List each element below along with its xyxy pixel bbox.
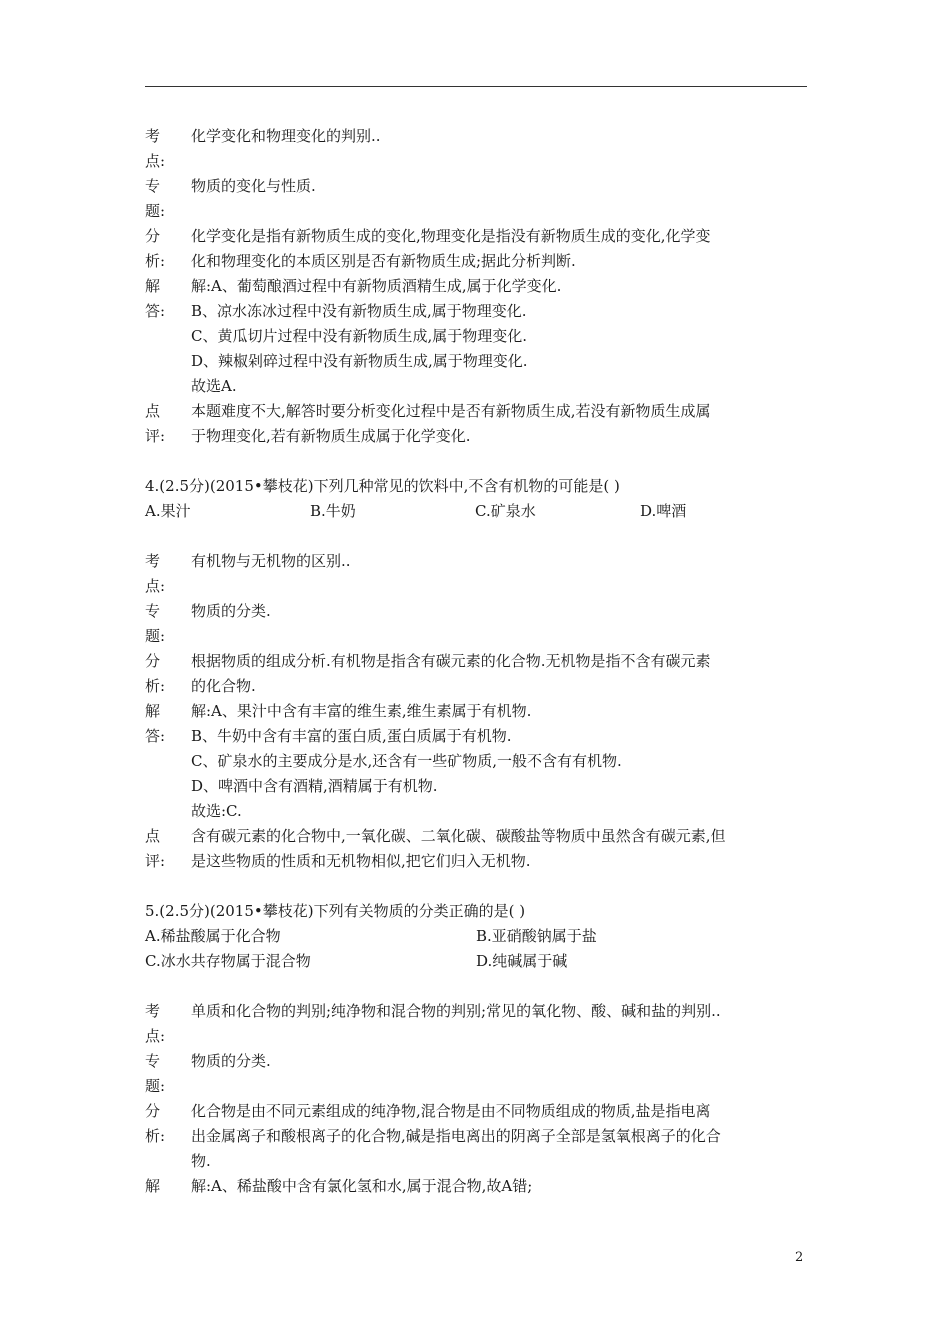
label: 解 — [145, 1177, 161, 1195]
label: 答: — [145, 727, 166, 745]
kaodian-row — [145, 124, 807, 149]
jieda-text: 解:A、果汁中含有丰富的维生素,维生素属于有机物. — [191, 702, 532, 720]
label: 分 — [145, 652, 161, 670]
label-row — [145, 1074, 807, 1099]
fenxi-row — [145, 224, 807, 249]
fenxi-text: 的化合物. — [191, 677, 256, 695]
zhuanti-text: 物质的分类. — [191, 602, 271, 620]
jieda-row — [145, 274, 807, 299]
fenxi-row — [145, 1099, 807, 1124]
option-c: C.冰水共存物属于混合物 — [145, 952, 311, 970]
dianping-row — [145, 849, 807, 874]
question-4-options — [145, 499, 807, 524]
jieda-text: 解:A、葡萄酿酒过程中有新物质酒精生成,属于化学变化. — [191, 277, 562, 295]
question-5-options-row1 — [145, 924, 807, 949]
jieda-row — [145, 699, 807, 724]
question-4-stem: 4.(2.5分)(2015•攀枝花)下列几种常见的饮料中,不含有机物的可能是( ) — [145, 477, 620, 495]
fenxi-text: 出金属离子和酸根离子的化合物,碱是指电离出的阴离子全部是氢氧根离子的化合 — [191, 1127, 721, 1145]
label: 评: — [145, 427, 166, 445]
label-row — [145, 149, 807, 174]
label: 考 — [145, 552, 161, 570]
label: 题: — [145, 627, 166, 645]
zhuanti-row — [145, 174, 807, 199]
question-5-options-row2 — [145, 949, 807, 974]
dianping-text: 于物理变化,若有新物质生成属于化学变化. — [191, 427, 471, 445]
page-body — [145, 124, 807, 1199]
fenxi-text: 化合物是由不同元素组成的纯净物,混合物是由不同物质组成的物质,盐是指电离 — [191, 1102, 711, 1120]
fenxi-text: 根据物质的组成分析.有机物是指含有碳元素的化合物.无机物是指不含有碳元素 — [191, 652, 711, 670]
label: 析: — [145, 677, 166, 695]
option-a: A.果汁 — [145, 502, 191, 520]
jieda-row — [145, 1174, 807, 1199]
jieda-text: D、啤酒中含有酒精,酒精属于有机物. — [191, 777, 438, 795]
jieda-row — [145, 349, 807, 374]
label: 专 — [145, 602, 161, 620]
fenxi-text: 化学变化是指有新物质生成的变化,物理变化是指没有新物质生成的变化,化学变 — [191, 227, 711, 245]
zhuanti-text: 物质的变化与性质. — [191, 177, 316, 195]
label: 解 — [145, 277, 161, 295]
label: 专 — [145, 1052, 161, 1070]
label: 分 — [145, 1102, 161, 1120]
label: 点: — [145, 152, 166, 170]
jieda-row — [145, 799, 807, 824]
jieda-text: C、黄瓜切片过程中没有新物质生成,属于物理变化. — [191, 327, 528, 345]
fenxi-row — [145, 1124, 807, 1149]
jieda-row — [145, 374, 807, 399]
fenxi-row — [145, 674, 807, 699]
zhuanti-row — [145, 1049, 807, 1074]
fenxi-row — [145, 1149, 807, 1174]
label: 答: — [145, 302, 166, 320]
label: 专 — [145, 177, 161, 195]
label: 析: — [145, 1127, 166, 1145]
dianping-row — [145, 824, 807, 849]
jieda-row — [145, 324, 807, 349]
label: 题: — [145, 202, 166, 220]
label: 点 — [145, 827, 161, 845]
label: 析: — [145, 252, 166, 270]
label: 评: — [145, 852, 166, 870]
jieda-row — [145, 749, 807, 774]
fenxi-row — [145, 649, 807, 674]
option-c: C.矿泉水 — [475, 502, 536, 520]
label-row — [145, 199, 807, 224]
dianping-text: 是这些物质的性质和无机物相似,把它们归入无机物. — [191, 852, 531, 870]
kaodian-text: 化学变化和物理变化的判别.. — [191, 127, 381, 145]
label-row — [145, 624, 807, 649]
label: 点: — [145, 1027, 166, 1045]
jieda-text: B、牛奶中含有丰富的蛋白质,蛋白质属于有机物. — [191, 727, 512, 745]
fenxi-text: 化和物理变化的本质区别是否有新物质生成;据此分析判断. — [191, 252, 576, 270]
question-5-stem: 5.(2.5分)(2015•攀枝花)下列有关物质的分类正确的是( ) — [145, 902, 526, 920]
label-row — [145, 574, 807, 599]
dianping-text: 本题难度不大,解答时要分析变化过程中是否有新物质生成,若没有新物质生成属 — [191, 402, 711, 420]
zhuanti-text: 物质的分类. — [191, 1052, 271, 1070]
kaodian-text: 有机物与无机物的区别.. — [191, 552, 351, 570]
kaodian-row — [145, 549, 807, 574]
label: 解 — [145, 702, 161, 720]
option-a: A.稀盐酸属于化合物 — [145, 927, 281, 945]
dianping-text: 含有碳元素的化合物中,一氧化碳、二氧化碳、碳酸盐等物质中虽然含有碳元素,但 — [191, 827, 726, 845]
page-number: 2 — [795, 1250, 804, 1265]
jieda-row — [145, 724, 807, 749]
label: 考 — [145, 1002, 161, 1020]
label: 考 — [145, 127, 161, 145]
jieda-row — [145, 774, 807, 799]
label: 点 — [145, 402, 161, 420]
label: 点: — [145, 577, 166, 595]
label: 分 — [145, 227, 161, 245]
header-rule — [145, 86, 807, 87]
jieda-text: D、辣椒剁碎过程中没有新物质生成,属于物理变化. — [191, 352, 528, 370]
jieda-text: 解:A、稀盐酸中含有氯化氢和水,属于混合物,故A错; — [191, 1177, 533, 1195]
jieda-row — [145, 299, 807, 324]
label: 题: — [145, 1077, 166, 1095]
dianping-row — [145, 399, 807, 424]
option-b: B.牛奶 — [310, 502, 356, 520]
option-d: D.啤酒 — [640, 502, 687, 520]
fenxi-text: 物. — [191, 1152, 211, 1170]
fenxi-row — [145, 249, 807, 274]
dianping-row — [145, 424, 807, 449]
option-b: B.亚硝酸钠属于盐 — [476, 927, 597, 945]
kaodian-text: 单质和化合物的判别;纯净物和混合物的判别;常见的氧化物、酸、碱和盐的判别.. — [191, 1002, 721, 1020]
jieda-text: C、矿泉水的主要成分是水,还含有一些矿物质,一般不含有有机物. — [191, 752, 622, 770]
jieda-text: 故选:C. — [191, 802, 242, 820]
jieda-text: 故选A. — [191, 377, 237, 395]
zhuanti-row — [145, 599, 807, 624]
option-d: D.纯碱属于碱 — [476, 952, 568, 970]
jieda-text: B、凉水冻冰过程中没有新物质生成,属于物理变化. — [191, 302, 527, 320]
kaodian-row — [145, 999, 807, 1024]
label-row — [145, 1024, 807, 1049]
